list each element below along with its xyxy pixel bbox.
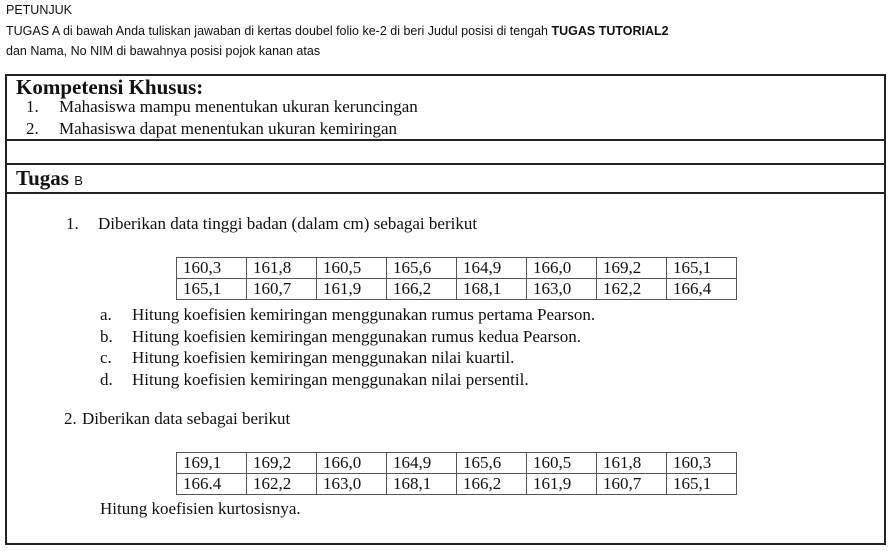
text: Hitung koefisien kemiringan menggunakan nilai kuartil. bbox=[132, 348, 515, 367]
table-cell: 166,2 bbox=[387, 279, 457, 300]
table-cell: 168,1 bbox=[457, 279, 527, 300]
data-table-1 bbox=[176, 257, 737, 300]
table-cell: 165,6 bbox=[457, 453, 527, 474]
text: d. bbox=[100, 369, 113, 389]
text: Hitung koefisien kemiringan menggunakan nilai persentil. bbox=[132, 369, 529, 389]
instructions-line1 bbox=[6, 24, 669, 38]
instructions-title: PETUNJUK bbox=[6, 3, 72, 17]
text: Hitung koefisien kemiringan menggunakan rumus pertama Pearson. bbox=[132, 305, 596, 324]
subquestion bbox=[100, 369, 529, 391]
task-header-box bbox=[5, 163, 886, 192]
question-1 bbox=[66, 214, 478, 234]
table-cell: 163,0 bbox=[527, 279, 597, 300]
text: Hitung koefisien kemiringan menggunakan rumus kedua Pearson. bbox=[132, 326, 581, 346]
table-row bbox=[177, 453, 737, 474]
table-cell: 165,6 bbox=[387, 258, 457, 279]
competency-heading: Kompetensi Khusus: bbox=[16, 75, 204, 99]
table-cell: 166,0 bbox=[317, 453, 387, 474]
table-cell: 161,9 bbox=[527, 474, 597, 495]
instructions-bold: TUGAS TUTORIAL2 bbox=[551, 24, 669, 38]
table-cell: 169,2 bbox=[597, 258, 667, 279]
subquestion bbox=[100, 304, 596, 326]
table-cell: 168,1 bbox=[387, 474, 457, 495]
table-cell: 163,0 bbox=[317, 474, 387, 495]
subquestion bbox=[100, 326, 581, 348]
task-heading bbox=[16, 166, 83, 191]
table-cell: 165,1 bbox=[667, 474, 737, 495]
table-cell: 166,4 bbox=[667, 279, 737, 300]
table-cell: 169,1 bbox=[177, 453, 247, 474]
table-cell: 165,1 bbox=[177, 279, 247, 300]
table-cell: 160,5 bbox=[527, 453, 597, 474]
text: Mahasiswa mampu menentukan ukuran keruncingan bbox=[59, 97, 418, 116]
table-cell: 162,2 bbox=[597, 279, 667, 300]
table-cell: 166.4 bbox=[177, 474, 247, 495]
instructions-text: TUGAS A di bawah Anda tuliskan jawaban di kertas doubel folio ke-2 di beri Judul posisi di tengah bbox=[6, 24, 552, 38]
text: Tugas bbox=[16, 166, 69, 190]
table-cell: 164,9 bbox=[387, 453, 457, 474]
text: a. bbox=[100, 305, 112, 324]
table-cell: 169,2 bbox=[247, 453, 317, 474]
table-cell: 161,9 bbox=[317, 279, 387, 300]
question-2 bbox=[64, 409, 291, 429]
competency-item bbox=[26, 119, 398, 139]
table-cell: 166,2 bbox=[457, 474, 527, 495]
table-cell: 160,7 bbox=[247, 279, 317, 300]
table-cell: 160,3 bbox=[667, 453, 737, 474]
question-2-footer: Hitung koefisien kurtosisnya. bbox=[100, 499, 301, 518]
table-row bbox=[177, 279, 737, 300]
table-row bbox=[177, 474, 737, 495]
table-cell: 161,8 bbox=[247, 258, 317, 279]
table-cell: 160,7 bbox=[597, 474, 667, 495]
data-table-2 bbox=[176, 452, 737, 495]
table-row bbox=[177, 258, 737, 279]
text: 2. bbox=[26, 119, 39, 138]
table-cell: 164,9 bbox=[457, 258, 527, 279]
competency-item bbox=[26, 97, 418, 117]
subquestion bbox=[100, 347, 515, 369]
table-cell: 162,2 bbox=[247, 474, 317, 495]
empty-row bbox=[5, 139, 886, 163]
table-cell: 166,0 bbox=[527, 258, 597, 279]
text: 1. bbox=[26, 97, 39, 116]
text: c. bbox=[100, 348, 112, 367]
table-cell: 161,8 bbox=[597, 453, 667, 474]
text: b. bbox=[100, 326, 113, 346]
table-cell: 160,5 bbox=[317, 258, 387, 279]
subquestion-list bbox=[100, 304, 596, 390]
text: Diberikan data sebagai berikut bbox=[82, 409, 291, 428]
table-cell: 165,1 bbox=[667, 258, 737, 279]
text: Mahasiswa dapat menentukan ukuran kemiringan bbox=[59, 119, 398, 138]
text: 2. bbox=[64, 409, 77, 428]
text: Diberikan data tinggi badan (dalam cm) sebagai berikut bbox=[98, 214, 478, 233]
text: 1. bbox=[66, 214, 79, 233]
text: B bbox=[74, 173, 83, 188]
table-cell: 160,3 bbox=[177, 258, 247, 279]
instructions-line2: dan Nama, No NIM di bawahnya posisi pojok kanan atas bbox=[6, 44, 321, 58]
